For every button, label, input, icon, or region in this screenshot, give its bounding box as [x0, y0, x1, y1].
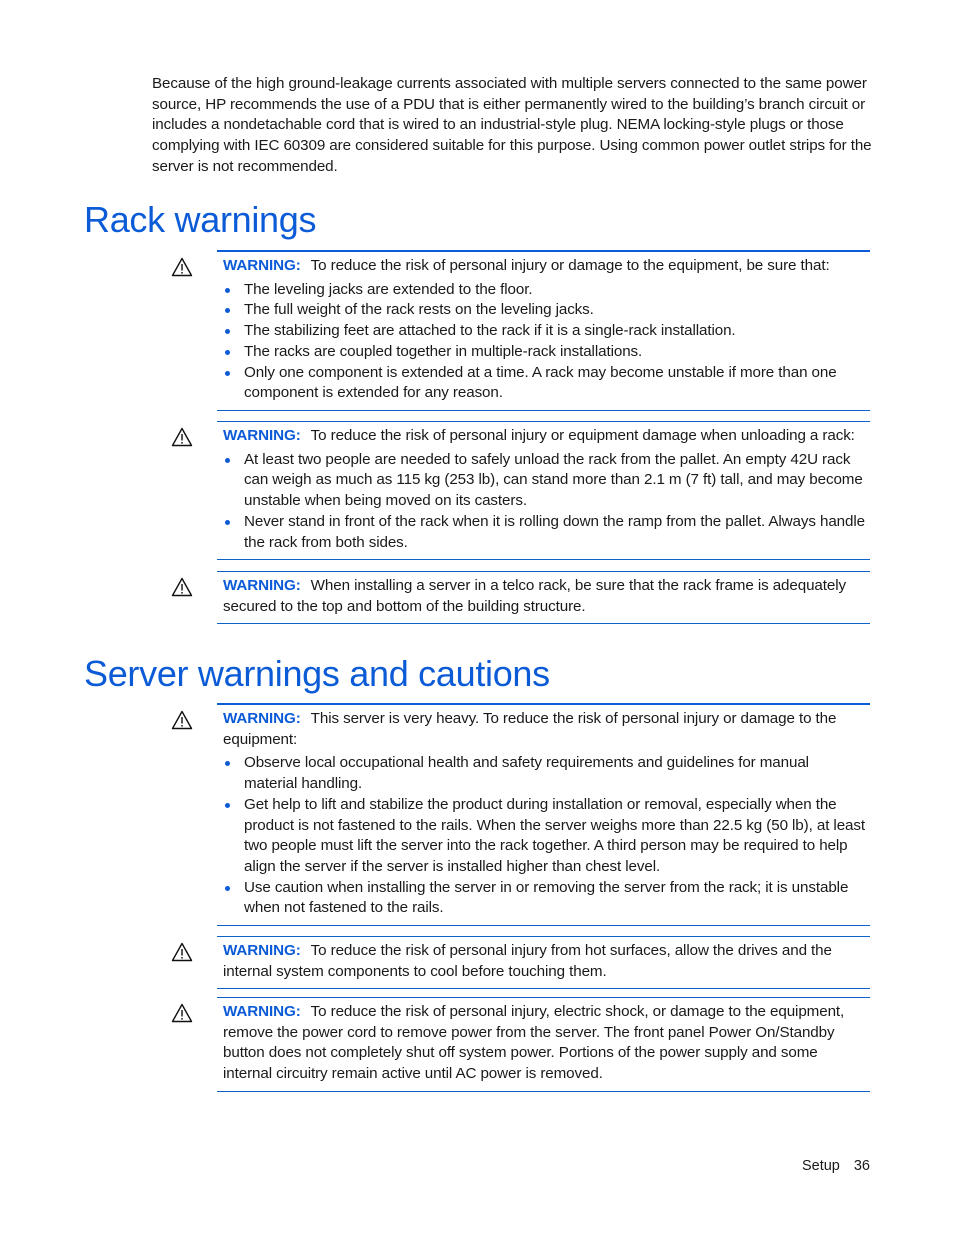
- warning-text: When installing a server in a telco rack, be sure that the rack frame is adequately secured to the top and bottom of the building structure.: [223, 577, 847, 615]
- warning-triangle-icon: [171, 942, 193, 962]
- warning-label: WARNING:: [223, 942, 301, 959]
- list-item: The stabilizing feet are attached to the rack if it is a single-rack installation.: [223, 321, 866, 342]
- warning-label: WARNING:: [223, 257, 301, 274]
- heading-server-warnings: Server warnings and cautions: [84, 653, 550, 694]
- warning-label: WARNING:: [223, 1003, 301, 1020]
- page-footer: [700, 1158, 870, 1174]
- list-item: Never stand in front of the rack when it is rolling down the ramp from the pallet. Always handle the rack from both sides.: [223, 512, 866, 553]
- warning-triangle-icon: [171, 710, 193, 730]
- warning-triangle-icon: [171, 427, 193, 447]
- warning-text: To reduce the risk of personal injury or damage to the equipment, be sure that:: [310, 257, 830, 274]
- warning-triangle-icon: [171, 1003, 193, 1023]
- warning-box-rack-2: [217, 421, 870, 560]
- intro-paragraph: Because of the high ground-leakage currents associated with multiple servers connected to the same power source, HP recommends the use of a PDU that is either permanently wired to the building’s branch circuit or includes a nondetachable cord that is wired to an industrial-style plug. NEMA locking-style plugs or those complying with IEC 60309 are considered suitable for this purpose. Using common power outlet strips for the server is not recommended.: [152, 75, 872, 175]
- warning-list: [223, 753, 866, 919]
- warning-label: WARNING:: [223, 577, 301, 594]
- list-item: The leveling jacks are extended to the floor.: [223, 280, 866, 301]
- list-item: Only one component is extended at a time. A rack may become unstable if more than one component is extended for any reason.: [223, 363, 866, 404]
- list-item: Get help to lift and stabilize the product during installation or removal, especially when the product is not fastened to the rails. When the server weighs more than 22.5 kg (50 lb), at least two people must lift the server into the rack together. A third person may be required to help align the server if the server is installed higher than chest level.: [223, 795, 866, 878]
- footer-section: Setup: [801, 1158, 840, 1174]
- page-number: 36: [853, 1158, 870, 1174]
- warning-label: WARNING:: [223, 710, 301, 727]
- warning-triangle-icon: [171, 577, 193, 597]
- warning-box-server-1: [217, 703, 870, 926]
- warning-list: [223, 280, 866, 404]
- warning-box-rack-3: [217, 571, 870, 624]
- warning-text: To reduce the risk of personal injury from hot surfaces, allow the drives and the internal system components to cool before touching them.: [223, 942, 832, 980]
- warning-box-server-3: [217, 997, 870, 1092]
- warning-box-server-2: [217, 936, 870, 989]
- heading-rack-warnings: Rack warnings: [84, 199, 317, 240]
- warning-text: To reduce the risk of personal injury or equipment damage when unloading a rack:: [310, 427, 855, 444]
- warning-text: This server is very heavy. To reduce the risk of personal injury or damage to the equipment:: [223, 710, 837, 748]
- list-item: The racks are coupled together in multiple-rack installations.: [223, 342, 866, 363]
- list-item: At least two people are needed to safely unload the rack from the pallet. An empty 42U rack can weigh as much as 115 kg (253 lb), can stand more than 2.1 m (7 ft) tall, and may become unstable when being moved on its casters.: [223, 450, 866, 512]
- warning-list: [223, 450, 866, 554]
- warning-label: WARNING:: [223, 427, 301, 444]
- warning-text: To reduce the risk of personal injury, electric shock, or damage to the equipment, remove the power cord to remove power from the server. The front panel Power On/Standby button does not completely shut off system power. Portions of the power supply and some internal circuitry remain active until AC power is removed.: [223, 1003, 845, 1083]
- warning-triangle-icon: [171, 257, 193, 277]
- list-item: Use caution when installing the server in or removing the server from the rack; it is unstable when not fastened to the rails.: [223, 878, 866, 919]
- list-item: Observe local occupational health and safety requirements and guidelines for manual material handling.: [223, 753, 866, 794]
- warning-box-rack-1: [217, 250, 870, 411]
- list-item: The full weight of the rack rests on the leveling jacks.: [223, 300, 866, 321]
